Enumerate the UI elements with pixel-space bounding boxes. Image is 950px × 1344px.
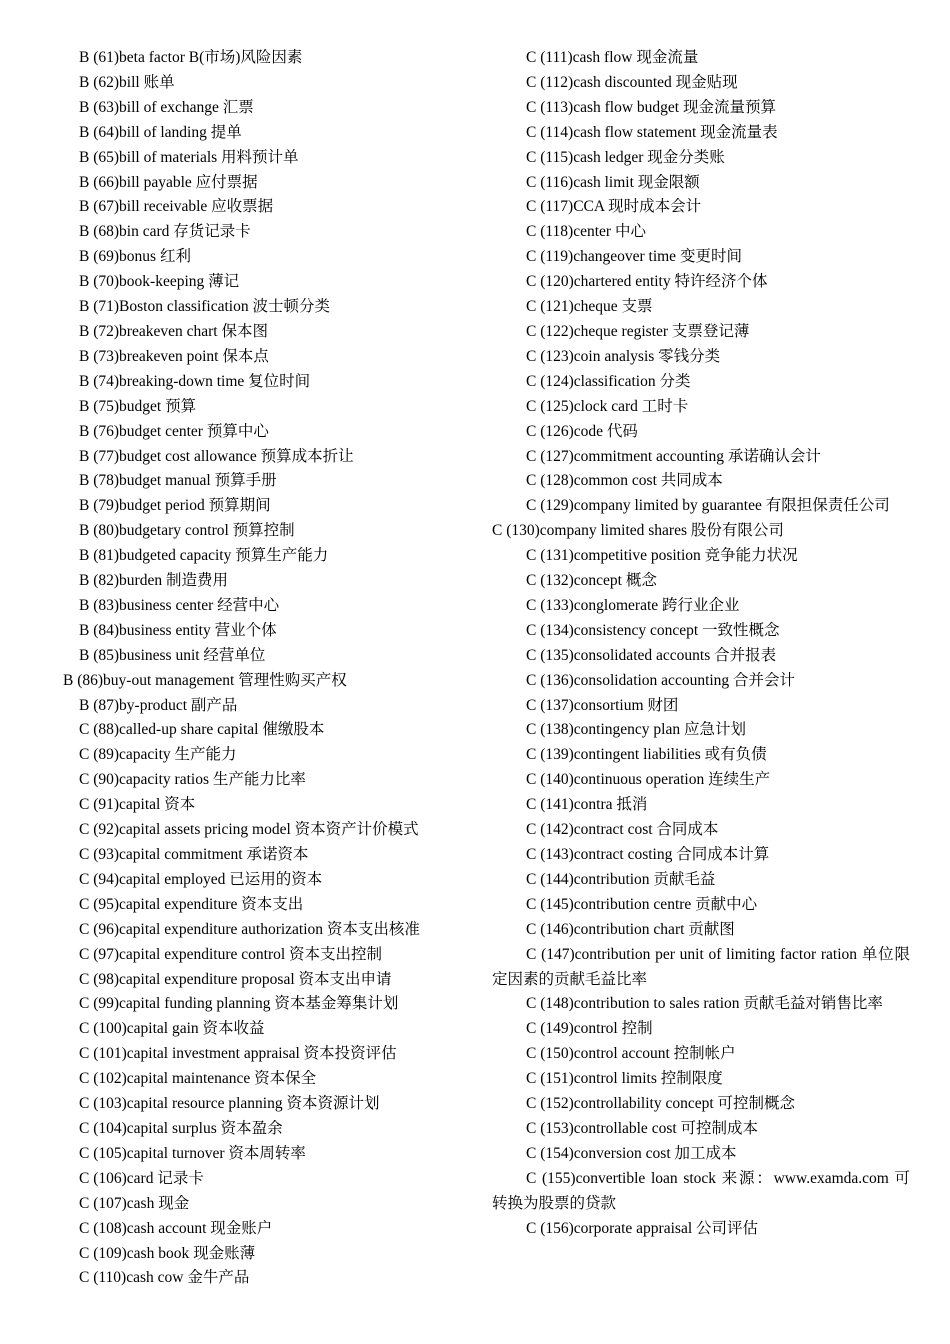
right-column [492,46,910,1242]
glossary-entry-b80: B (80)budgetary control 预算控制 [79,522,295,540]
glossary-entry-c132: C (132)concept 概念 [526,572,657,590]
glossary-entry-c104: C (104)capital surplus 资本盈余 [79,1119,283,1137]
glossary-entry-c88: C (88)called-up share capital 催缴股本 [79,721,325,739]
glossary-entry-c153: C (153)controllable cost 可控制成本 [526,1119,759,1137]
glossary-entry-c155: C (155)convertible loan stock 来源：www.examda.com 可转换为股票的贷款 [492,1169,910,1212]
glossary-entry-c139: C (139)contingent liabilities 或有负债 [526,746,767,764]
glossary-entry-c126: C (126)code 代码 [526,422,638,440]
glossary-entry-c137: C (137)consortium 财团 [526,696,679,714]
glossary-entry-c94: C (94)capital employed 已运用的资本 [79,870,323,888]
glossary-entry-c133: C (133)conglomerate 跨行业企业 [526,596,740,614]
glossary-entry-c156: C (156)corporate appraisal 公司评估 [526,1219,759,1237]
glossary-entry-c98: C (98)capital expenditure proposal 资本支出申请 [79,970,392,988]
glossary-entry-c131: C (131)competitive position 竞争能力状况 [526,547,798,565]
glossary-entry-c147: C (147)contribution per unit of limiting factor ration 单位限定因素的贡献毛益比率 [492,945,910,988]
glossary-entry-c96: C (96)capital expenditure authorization 资本支出核准 [79,920,420,938]
glossary-entry-c102: C (102)capital maintenance 资本保全 [79,1070,317,1088]
glossary-entry-c124: C (124)classification 分类 [526,372,691,390]
glossary-entry-b86: B (86)buy-out management 管理性购买产权 [63,671,347,689]
glossary-entry-c97: C (97)capital expenditure control 资本支出控制 [79,945,383,963]
glossary-entry-b87: B (87)by-product 副产品 [79,696,238,714]
glossary-entry-c100: C (100)capital gain 资本收益 [79,1020,265,1038]
glossary-entry-b62: B (62)bill 账单 [79,73,175,91]
glossary-entry-c114: C (114)cash flow statement 现金流量表 [526,123,778,141]
glossary-entry-b63: B (63)bill of exchange 汇票 [79,98,254,116]
glossary-entry-b74: B (74)breaking-down time 复位时间 [79,372,311,390]
glossary-entry-c130: C (130)company limited shares 股份有限公司 [492,522,784,540]
glossary-entry-c154: C (154)conversion cost 加工成本 [526,1144,737,1162]
glossary-entry-c149: C (149)control 控制 [526,1020,653,1038]
glossary-entry-c99: C (99)capital funding planning 资本基金筹集计划 [79,995,399,1013]
glossary-entry-b75: B (75)budget 预算 [79,397,197,415]
glossary-entry-c125: C (125)clock card 工时卡 [526,397,689,415]
glossary-entry-b61: B (61)beta factor B(市场)风险因素 [79,49,303,66]
glossary-entry-c128: C (128)common cost 共同成本 [526,472,723,490]
glossary-entry-c115: C (115)cash ledger 现金分类账 [526,148,725,166]
glossary-entry-c93: C (93)capital commitment 承诺资本 [79,846,309,863]
glossary-entry-c119: C (119)changeover time 变更时间 [526,248,742,266]
glossary-entry-c144: C (144)contribution 贡献毛益 [526,870,716,888]
glossary-entry-c92: C (92)capital assets pricing model 资本资产计价模式 [79,821,419,839]
glossary-entry-b68: B (68)bin card 存货记录卡 [79,223,251,241]
glossary-entry-c152: C (152)controllability concept 可控制概念 [526,1095,796,1113]
glossary-entry-c151: C (151)control limits 控制限度 [526,1070,723,1088]
glossary-entry-c95: C (95)capital expenditure 资本支出 [79,895,304,913]
glossary-entry-c150: C (150)control account 控制帐户 [526,1045,736,1063]
glossary-entry-c146: C (146)contribution chart 贡献图 [526,920,735,938]
glossary-entry-c135: C (135)consolidated accounts 合并报表 [526,646,777,664]
glossary-entry-b73: B (73)breakeven point 保本点 [79,347,269,365]
glossary-entry-c106: C (106)card 记录卡 [79,1169,204,1187]
glossary-entry-c89: C (89)capacity 生产能力 [79,746,237,764]
glossary-entry-c123: C (123)coin analysis 零钱分类 [526,347,721,365]
glossary-entry-b81: B (81)budgeted capacity 预算生产能力 [79,547,329,565]
glossary-entry-b84: B (84)business entity 营业个体 [79,621,277,639]
glossary-entry-b72: B (72)breakeven chart 保本图 [79,322,268,340]
glossary-entry-c122: C (122)cheque register 支票登记薄 [526,322,750,340]
glossary-entry-c145: C (145)contribution centre 贡献中心 [526,895,758,913]
glossary-entry-c136: C (136)consolidation accounting 合并会计 [526,671,796,689]
glossary-entry-b65: B (65)bill of materials 用料预计单 [79,148,299,166]
glossary-entry-c142: C (142)contract cost 合同成本 [526,821,719,839]
glossary-entry-c91: C (91)capital 资本 [79,796,196,814]
glossary-entry-b82: B (82)burden 制造费用 [79,572,228,590]
glossary-entry-c110: C (110)cash cow 金牛产品 [79,1269,250,1287]
glossary-entry-c101: C (101)capital investment appraisal 资本投资评估 [79,1045,397,1063]
glossary-entry-c118: C (118)center 中心 [526,223,646,241]
glossary-entry-c134: C (134)consistency concept 一致性概念 [526,621,780,639]
glossary-entry-b66: B (66)bill payable 应付票据 [79,173,258,191]
glossary-entry-c148: C (148)contribution to sales ration 贡献毛益对销售比率 [526,995,883,1013]
glossary-entry-b76: B (76)budget center 预算中心 [79,422,269,440]
glossary-entry-c117: C (117)CCA 现时成本会计 [526,198,702,216]
left-column [63,46,463,1291]
glossary-entry-c105: C (105)capital turnover 资本周转率 [79,1144,306,1162]
glossary-entry-b85: B (85)business unit 经营单位 [79,646,266,664]
glossary-entry-c90: C (90)capacity ratios 生产能力比率 [79,771,306,789]
glossary-entry-b67: B (67)bill receivable 应收票据 [79,198,274,216]
glossary-entry-c112: C (112)cash discounted 现金贴现 [526,73,738,91]
glossary-entry-b78: B (78)budget manual 预算手册 [79,472,277,490]
glossary-entry-c143: C (143)contract costing 合同成本计算 [526,846,770,863]
glossary-entry-c121: C (121)cheque 支票 [526,298,653,316]
glossary-entry-c116: C (116)cash limit 现金限额 [526,173,700,191]
glossary-entry-c111: C (111)cash flow 现金流量 [526,49,699,66]
glossary-entry-b64: B (64)bill of landing 提单 [79,123,242,141]
glossary-entry-c107: C (107)cash 现金 [79,1194,190,1212]
glossary-entry-c129: C (129)company limited by guarantee 有限担保责任公司 [526,497,890,515]
glossary-entry-c140: C (140)continuous operation 连续生产 [526,771,771,789]
glossary-entry-c127: C (127)commitment accounting 承诺确认会计 [526,447,821,465]
glossary-entry-c109: C (109)cash book 现金账薄 [79,1244,256,1262]
glossary-entry-c113: C (113)cash flow budget 现金流量预算 [526,98,776,116]
glossary-entry-b77: B (77)budget cost allowance 预算成本折让 [79,447,354,465]
glossary-entry-b71: B (71)Boston classification 波士顿分类 [79,298,330,316]
glossary-entry-c103: C (103)capital resource planning 资本资源计划 [79,1095,380,1113]
glossary-entry-c141: C (141)contra 抵消 [526,796,648,814]
glossary-entry-b83: B (83)business center 经营中心 [79,596,280,614]
glossary-entry-c138: C (138)contingency plan 应急计划 [526,721,746,739]
glossary-entry-b69: B (69)bonus 红利 [79,248,191,266]
glossary-entry-b70: B (70)book-keeping 薄记 [79,273,240,291]
glossary-entry-c108: C (108)cash account 现金账户 [79,1219,273,1237]
glossary-entry-b79: B (79)budget period 预算期间 [79,497,271,515]
glossary-entry-c120: C (120)chartered entity 特许经济个体 [526,273,768,291]
